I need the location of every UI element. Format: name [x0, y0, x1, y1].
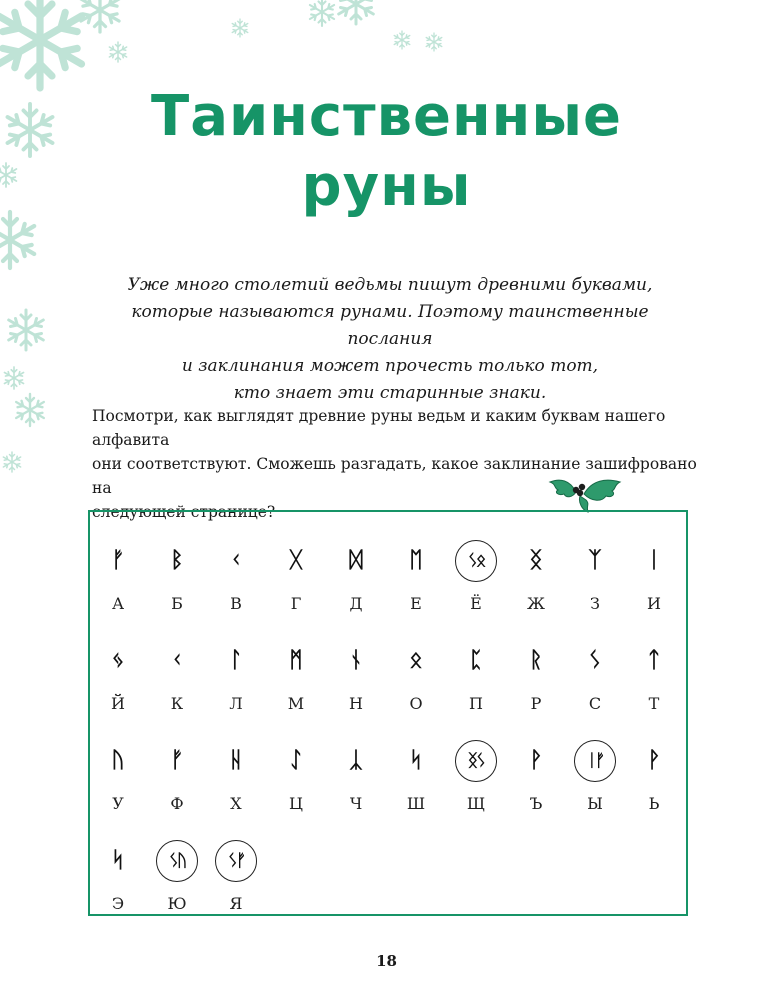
rune-glyph: ᚹ [529, 748, 543, 773]
rune-glyph: ᚲ [229, 548, 243, 573]
rune-letter: О [409, 694, 423, 713]
rune-letter: Г [290, 594, 302, 613]
rune-cell [266, 626, 326, 716]
rune-symbol [395, 640, 437, 682]
rune-symbol [335, 540, 377, 582]
rune-letter: К [170, 694, 184, 713]
rune-cell [206, 726, 266, 816]
rune-symbol [574, 740, 616, 782]
rune-symbol [455, 640, 497, 682]
rune-letter: Я [229, 894, 243, 913]
rune-cell [624, 626, 684, 716]
rune-glyph: ᛊ [588, 648, 602, 673]
rune-glyph: ᛇ [289, 748, 303, 773]
rune-cell [506, 726, 566, 816]
rune-letter: Ф [170, 794, 184, 813]
rune-cell [446, 526, 506, 616]
rune-glyph: ᚾ [349, 648, 363, 673]
rune-symbol [633, 540, 675, 582]
rune-cell [88, 626, 148, 716]
rune-symbol [156, 840, 198, 882]
rune-glyph: ᛖ [409, 548, 423, 573]
intro-line: кто знает эти старинные знаки. [233, 383, 547, 403]
rune-letter: Ь [648, 794, 660, 813]
rune-glyph: ᛊᛟ [467, 551, 485, 571]
rune-glyph: ᛉ [588, 548, 602, 573]
rune-letter: Щ [466, 794, 486, 813]
rune-glyph: ᚱ [529, 648, 543, 673]
rune-glyph: ᛁ [647, 548, 661, 573]
rune-symbol [156, 540, 198, 582]
rune-symbol [515, 640, 557, 682]
rune-cell [386, 526, 446, 616]
rune-cell [565, 526, 625, 616]
rune-alphabet-table [88, 510, 688, 916]
rune-cell [506, 626, 566, 716]
rune-cell [88, 526, 148, 616]
rune-cell [147, 726, 207, 816]
rune-letter: Х [230, 794, 242, 813]
rune-letter: Ж [527, 594, 545, 613]
rune-letter: Э [111, 894, 125, 913]
rune-cell [386, 626, 446, 716]
rune-glyph: ᚠ [111, 548, 125, 573]
rune-cell [147, 626, 207, 716]
rune-glyph: ᛏ [647, 648, 661, 673]
rune-symbol [455, 740, 497, 782]
rune-cell [206, 626, 266, 716]
rune-symbol [633, 640, 675, 682]
rune-symbol [156, 740, 198, 782]
title-line-1: Таинственные [151, 84, 622, 149]
rune-symbol [97, 840, 139, 882]
rune-glyph: ᚠ [170, 748, 184, 773]
rune-cell [147, 826, 207, 916]
rune-symbol [335, 640, 377, 682]
rune-cell [147, 526, 207, 616]
rune-cell [88, 726, 148, 816]
rune-letter: И [647, 594, 661, 613]
intro-line: которые называются рунами. Поэтому таинственные послания [131, 302, 649, 349]
rune-symbol [275, 740, 317, 782]
rune-cell [88, 826, 148, 916]
holly-icon [546, 470, 626, 514]
rune-letter: Ч [349, 794, 363, 813]
rune-letter: Ш [406, 794, 426, 813]
body-line: следующей странице? [92, 503, 276, 521]
rune-letter: С [588, 694, 602, 713]
intro-paragraph [90, 272, 690, 407]
rune-letter: А [111, 594, 125, 613]
rune-symbol [275, 640, 317, 682]
rune-cell [326, 726, 386, 816]
rune-cell [446, 726, 506, 816]
rune-letter: Л [229, 694, 243, 713]
rune-symbol [574, 540, 616, 582]
rune-symbol [515, 540, 557, 582]
rune-symbol [633, 740, 675, 782]
rune-letter: Ё [470, 594, 482, 613]
rune-glyph: ᚢ [111, 748, 125, 773]
rune-symbol [97, 540, 139, 582]
rune-glyph: ᛞ [349, 548, 363, 573]
rune-symbol [156, 640, 198, 682]
rune-letter: Ю [167, 894, 187, 913]
rune-glyph: ᛝᛊ [467, 751, 485, 771]
rune-cell [266, 726, 326, 816]
rune-glyph: ᛋ [409, 748, 423, 773]
rune-cell [565, 626, 625, 716]
rune-glyph: ᛝ [529, 548, 543, 573]
rune-glyph: ᚺ [229, 748, 243, 773]
rune-cell [206, 826, 266, 916]
rune-glyph: ᚷ [289, 548, 303, 573]
rune-glyph: ᛋ [111, 848, 125, 873]
rune-glyph: ᛗ [289, 648, 303, 673]
rune-cell [506, 526, 566, 616]
rune-letter: М [287, 694, 305, 713]
rune-glyph: ᛁᚠ [586, 751, 604, 771]
rune-symbol [97, 740, 139, 782]
rune-cell [446, 626, 506, 716]
rune-letter: Н [349, 694, 363, 713]
rune-symbol [215, 640, 257, 682]
rune-symbol [515, 740, 557, 782]
rune-glyph: ᛊᚢ [168, 851, 186, 871]
rune-glyph: ᛚ [229, 648, 243, 673]
title-line-2: руны [301, 154, 472, 219]
rune-cell [565, 726, 625, 816]
rune-glyph: ᚹ [647, 748, 661, 773]
rune-symbol [97, 640, 139, 682]
rune-glyph: ᛟ [409, 648, 423, 673]
rune-glyph: ᛒ [170, 548, 184, 573]
rune-cell [206, 526, 266, 616]
rune-cell [624, 726, 684, 816]
rune-letter: З [590, 594, 600, 613]
body-line: Посмотри, как выглядят древние руны ведьм и каким буквам нашего алфавита [92, 407, 666, 449]
rune-letter: В [230, 594, 242, 613]
rune-letter: Е [410, 594, 422, 613]
rune-letter: Й [111, 694, 125, 713]
rune-symbol [574, 640, 616, 682]
rune-symbol [455, 540, 497, 582]
rune-glyph: ᚲ [170, 648, 184, 673]
rune-symbol [215, 840, 257, 882]
rune-cell [326, 626, 386, 716]
body-line: они соответствуют. Сможешь разгадать, какое заклинание зашифровано на [92, 455, 697, 497]
rune-symbol [215, 540, 257, 582]
rune-letter: Т [648, 694, 660, 713]
rune-glyph: ᛊᚠ [227, 851, 245, 871]
rune-letter: Д [349, 594, 363, 613]
intro-line: Уже много столетий ведьмы пишут древними буквами, [127, 275, 653, 295]
rune-glyph: ᛃ [111, 648, 125, 673]
rune-symbol [335, 740, 377, 782]
rune-cell [326, 526, 386, 616]
rune-letter: Ъ [529, 794, 543, 813]
rune-glyph: ᛈ [469, 648, 483, 673]
page-title [0, 82, 773, 222]
rune-symbol [395, 740, 437, 782]
rune-glyph: ᛣ [349, 748, 363, 773]
rune-letter: У [112, 794, 124, 813]
intro-line: и заклинания может прочесть только тот, [181, 356, 599, 376]
rune-letter: П [469, 694, 483, 713]
rune-cell [386, 726, 446, 816]
rune-cell [266, 526, 326, 616]
rune-symbol [275, 540, 317, 582]
rune-cell [624, 526, 684, 616]
rune-letter: Р [530, 694, 542, 713]
rune-letter: Ц [289, 794, 303, 813]
rune-symbol [215, 740, 257, 782]
page-number: 18 [376, 952, 397, 970]
rune-symbol [395, 540, 437, 582]
rune-letter: Ы [587, 794, 603, 813]
rune-letter: Б [171, 594, 183, 613]
